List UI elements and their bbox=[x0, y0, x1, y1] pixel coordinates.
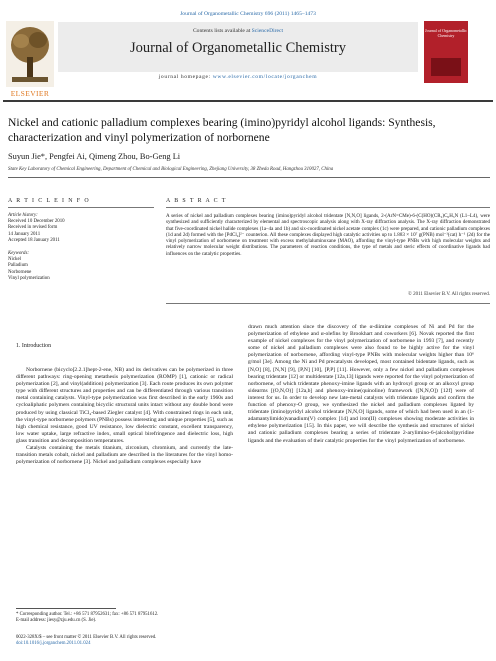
article-title: Nickel and cationic palladium complexes bearing (imino)pyridyl alcohol ligands: Synthesis, characterization and vinyl polymerization of norbornene bbox=[8, 116, 436, 144]
history-heading: Article history: bbox=[8, 213, 38, 218]
journal-citation[interactable]: Journal of Organometallic Chemistry 696 (2011) 1465–1473 bbox=[180, 11, 316, 17]
keyword: Nickel bbox=[8, 257, 22, 263]
keyword: Palladium bbox=[8, 263, 28, 269]
doi-link[interactable]: doi:10.1016/j.jorganchem.2011.01.024 bbox=[16, 641, 91, 647]
received-date: Received 10 December 2010 bbox=[8, 219, 65, 225]
corresponding-author-note: * Corresponding author. Tel.: +86 571 87952631; fax: +86 571 87951612. bbox=[16, 612, 159, 617]
body-column-right bbox=[248, 324, 474, 445]
front-matter-notice bbox=[16, 635, 316, 647]
contents-prefix: Contents lists available at bbox=[192, 28, 251, 34]
abstract-heading: A B S T R A C T bbox=[166, 198, 227, 204]
affiliation-divider bbox=[8, 177, 490, 178]
body-paragraph: drawn much attention since the discovery of the α-diimine complexes of Ni and Pd for the polymerization of ethylene and α-olefins by Brookhart and coworkers [6]. Novak reported the first example of nickel complexes for the vinyl polymerization of norbornene in 1993 [7], and recently some of nickel and palladium complexes were also found to be highly active for the vinyl polymerization of norbornene, affording vinyl-type PNBs with molecular weights higher than 10⁶ g/mol [3e]. Among the Ni and Pd precatalysts developed, most contained bidentate ligands, such as [N,O] [8], [N,N] [9], [P,N] [10], [P,P] [11]. However, only a few nickel and palladium complexes bearing tridentate [12] or multidentate [12a,13] ligands were reported for the vinyl polymerization of norbornene, of which tridentate phenoxy-imine ligands with an hydroxyl group or an alkoxyl group sidearms [(O,N,O)] [12a,b] and phenoxy-imine(quinoline) framework ([N,N,O]) [12f] were of interest for us. In order to develop new late-metal catalysts with tridentate ligands and confirm the function of phenoxy-O group, we synthesized the nickel and palladium complexes ligated by tridentate (imino)pyridyl alcohol tridentate [N,N,O] ligands, some of which had been used in an (1-adamantylimido)vanadium(V) complex [14] and iron(II) complexes showing moderate activities in ethylene polymerization [15]. In this paper, we will describe the synthesis and structures of nickel and cationic palladium complexes bearing a series of tridentate 2-arylimino-6-(alcohol)pyridine ligands and the evaluation of their catalytic properties for the vinyl polymerization of norbornene. bbox=[248, 324, 474, 444]
keyword: Vinyl polymerization bbox=[8, 275, 50, 281]
article-info-divider bbox=[8, 207, 154, 208]
homepage-prefix: journal homepage: bbox=[158, 74, 211, 80]
article-info-block bbox=[8, 213, 154, 282]
contents-line bbox=[58, 28, 418, 34]
keyword: Norbornene bbox=[8, 269, 32, 275]
abstract-bottom-divider bbox=[166, 303, 490, 304]
header-divider bbox=[3, 100, 493, 102]
journal-homepage-line bbox=[58, 74, 418, 80]
article-info-heading: A R T I C L E I N F O bbox=[8, 198, 90, 204]
footnote bbox=[16, 612, 246, 624]
homepage-link[interactable]: www.elsevier.com/locate/jorganchem bbox=[212, 74, 318, 80]
keywords-heading: Keywords: bbox=[8, 251, 30, 257]
author-affiliation: State Key Laboratory of Chemical Engineering, Department of Chemical and Biological Engineering, Zhejiang University, 38 Zheda Road, Hangzhou 310027, China bbox=[8, 167, 334, 172]
abstract-divider bbox=[166, 207, 490, 208]
elsevier-tree-logo-icon bbox=[6, 21, 54, 87]
journal-cover-title: Journal of Organometallic Chemistry bbox=[425, 28, 467, 38]
issn-line: 0022-328X/$ – see front matter © 2011 Elsevier B.V. All rights reserved. bbox=[16, 635, 157, 640]
author-email[interactable]: E-mail address: jiesy@zju.edu.cn (S. Jie). bbox=[16, 618, 97, 624]
section-heading-introduction: 1. Introduction bbox=[16, 343, 52, 349]
body-paragraph: Norbornene (bicyclo[2.2.1]hept-2-ene, NB) and its derivatives can be polymerized in three different pathways: ring-opening metathesis polymerization (ROMP) [1], cationic or radical polymerization [2], and vinyl(addition) polymerization [3]. Each route produces its own polymer type with different structures and properties and can be differentiated through various transition metal containing catalysts. Vinyl-type polymerization was first described in the early 1960s and cycloaliphatic polymers containing bicyclic structural units intact without any double bond were produced by using classical TiCl₄-based Ziegler catalyst [4]. With constrained rings in each unit, the vinyl-type norbornene polymers (PNBs) possess interesting and unique properties [5], such as high chemical resistance, good UV resistance, low dielectric constant, excellent transparency, low water uptake, large refractive index, small optical birefringence and dielectric loss, high glass transition and decomposition temperatures. bbox=[16, 367, 233, 444]
abstract-text: A series of nickel and palladium complexes bearing (imino)pyridyl alcohol tridentate [N,N,O] ligands, 2-(ArN=CMe)-6-(C(HO)(CR₂)C₆H₅N (L1–L4), were synthesized and sufficiently characterized by elemental and spectroscopic analysis along with X-ray diffraction analysis. The X-ray diffraction demonstrated that five-coordinated nickel halide complexes (1a–4a and 1b) and six-coordinated nickel acetate complex (1c) were prepared, and cationic palladium complexes (1d and 2d) formed with the [PdCl₄]²⁻ counterion. All these complexes displayed high catalytic activities up to 1.883 × 10⁷ g(PNB) mol⁻¹(cat) h⁻¹ (2d) for the vinyl polymerization of norbornene on treatment with excess methylaluminoxane (MAO), affording the vinyl-type PNBs with high molecular weights and relatively narrow molecular weight distributions. The parameters of reaction conditions, the type of metals and steric effects of coordinative ligands had influences on the catalytic properties. bbox=[166, 213, 490, 257]
copyright-notice: © 2011 Elsevier B.V. All rights reserved. bbox=[408, 292, 490, 297]
journal-cover-image bbox=[431, 58, 461, 76]
body-paragraph: Catalysts containing the metals titanium, zirconium, chromium, and currently the late-transition metals cobalt, nickel and palladium are described in the literatures for the vinyl homo-polymerization of norbornene [3]. Nickel and palladium complexes especially have bbox=[16, 445, 233, 466]
journal-name: Journal of Organometallic Chemistry bbox=[130, 40, 346, 56]
publisher-name: ELSEVIER bbox=[10, 89, 50, 98]
article-authors[interactable]: Suyun Jie*, Pengfei Ai, Qimeng Zhou, Bo-Geng Li bbox=[8, 152, 181, 161]
accepted-date: Accepted 18 January 2011 bbox=[8, 237, 60, 243]
footnote-divider bbox=[16, 608, 116, 609]
body-column-left bbox=[16, 367, 233, 466]
revised-label: Received in revised form bbox=[8, 225, 58, 231]
revised-date: 14 January 2011 bbox=[8, 231, 41, 237]
sciencedirect-link[interactable]: ScienceDirect bbox=[251, 28, 284, 34]
